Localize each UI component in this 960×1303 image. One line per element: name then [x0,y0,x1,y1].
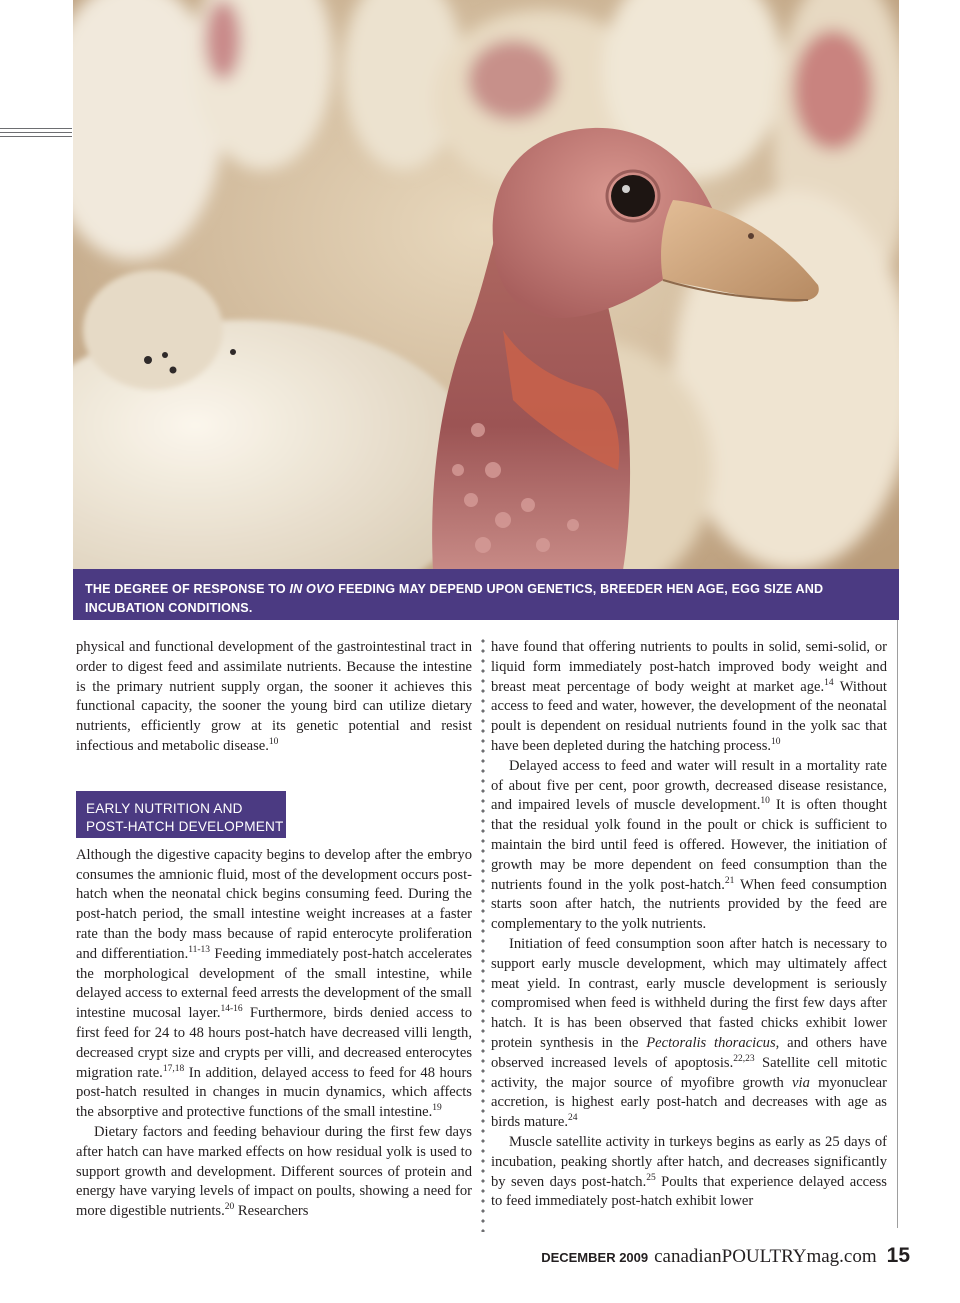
paragraph: physical and functional development of the gastrointestinal tract in order to digest feed and assimilate nutrients. Because the intestine is the primary nutrient supply organ, the sooner it achieves this functional capacity, the sooner the young bird can utilize dietary nutrients, efficiently grow at its genetic potential and resist infectious and metabolic disease.$^{10}$ [76,639,472,754]
section-heading-line: POST-HATCH DEVELOPMENT [86,818,284,834]
turkey-photo-illustration [73,0,899,569]
column-divider [481,636,485,1232]
paragraph: Although the digestive capacity begins to develop after the embryo consumes the amnionic fluid, most of the development occurs post-hatch when the neonatal chick begins consuming feed. During the post-hatch period, the small intestine weight increases at a faster rate than the body mass because of rapid enterocyte proliferation and differentiation.$^{11-13}$ Feeding immediately post-hatch accelerates the morphological development of the small intestine, while delayed access to external feed arrests the development of the small intestine mucosal layer.$^{14-16}$ Furthermore, birds denied access to first feed for 24 to 48 hours post-hatch have decreased villi length, decreased crypt size and crypts per villi, and decreased enterocytes migration rate.$^{17,18}$ In addition, delayed access to feed for 48 hours post-hatch resulted in changes in mucin dynamics, which affects the absorptive and protective functions of the small intestine.$^{19}$ [76,846,472,1121]
paragraph: have found that offering nutrients to poults in solid, semi-solid, or liquid form immediately post-hatch improved body weight and breast meat percentage of body weight at market age.$^{14}$ Without access to feed and water, however, the development of the neonatal poult is dependent on residual nutrients found in the yolk sac that have been depleted during the hatching process.$^{10}$ [491,639,887,754]
magazine-website: canadianPOULTRYmag.com [654,1246,877,1267]
section-heading-line: EARLY NUTRITION AND [86,800,243,816]
page-number: 15 [886,1244,910,1267]
photo-caption [73,569,899,620]
paragraph: Delayed access to feed and water will result in a mortality rate of about five per cent, poor growth, decreased disease resistance, and impaired levels of muscle development.$^{10}$ It is often thought that the residual yolk found in the poult or chick is sufficient to maintain the bird until feed is offered. However, the initiation of growth may be more dependent on feed consumption than the nutrients found in the yolk post-hatch.$^{21}$ When feed consumption starts soon after hatch, the nutrients provided by the feed are complementary to the yolk nutrients. [491,757,887,933]
caption-text-end: FEEDING MAY DEPEND UPON GENETICS, BREEDER HEN AGE, EGG SIZE AND INCUBATION CONDITIONS. [85,582,824,615]
paragraph: Initiation of feed consumption soon after hatch is necessary to support early muscle development, which may ultimately affect meat yield. In contrast, early muscle development is seriously compromised when feed is withheld during the first few days after hatch. It is has been observed that fasted chicks exhibit lower protein synthesis in the Pectoralis thoracicus, and others have observed increased levels of apoptosis.$^{22,23}$ Satellite cell mitotic activity, the major source of myofibre growth via myonuclear accretion, is highest early post-hatch and decreases with age as birds mature.$^{24}$ [491,935,887,1131]
turkey-photo [73,0,899,569]
left-column [76,638,472,1222]
caption-text: THE DEGREE OF RESPONSE TO [85,582,290,596]
issue-date: DECEMBER 2009 [541,1250,649,1265]
paragraph: Dietary factors and feeding behaviour during the first few days after hatch can have marked effects on how residual yolk is used to support growth and development. Different sources of protein and energy have varying levels of impact on poults, showing a need for more digestible nutrients.$^{20}$ Researchers [76,1123,472,1220]
header-rule-lines [0,128,72,142]
caption-italic: IN OVO [289,582,335,596]
right-column [491,638,887,1212]
section-heading [76,791,286,838]
paragraph: Muscle satellite activity in turkeys begins as early as 25 days of incubation, peaking shortly after hatch, and decreases significantly by seven days post-hatch.$^{25}$ Poults that experience delayed access to feed immediately post-hatch exhibit lower [491,1133,887,1210]
page-footer [541,1244,910,1268]
right-edge-rule [897,620,898,1228]
